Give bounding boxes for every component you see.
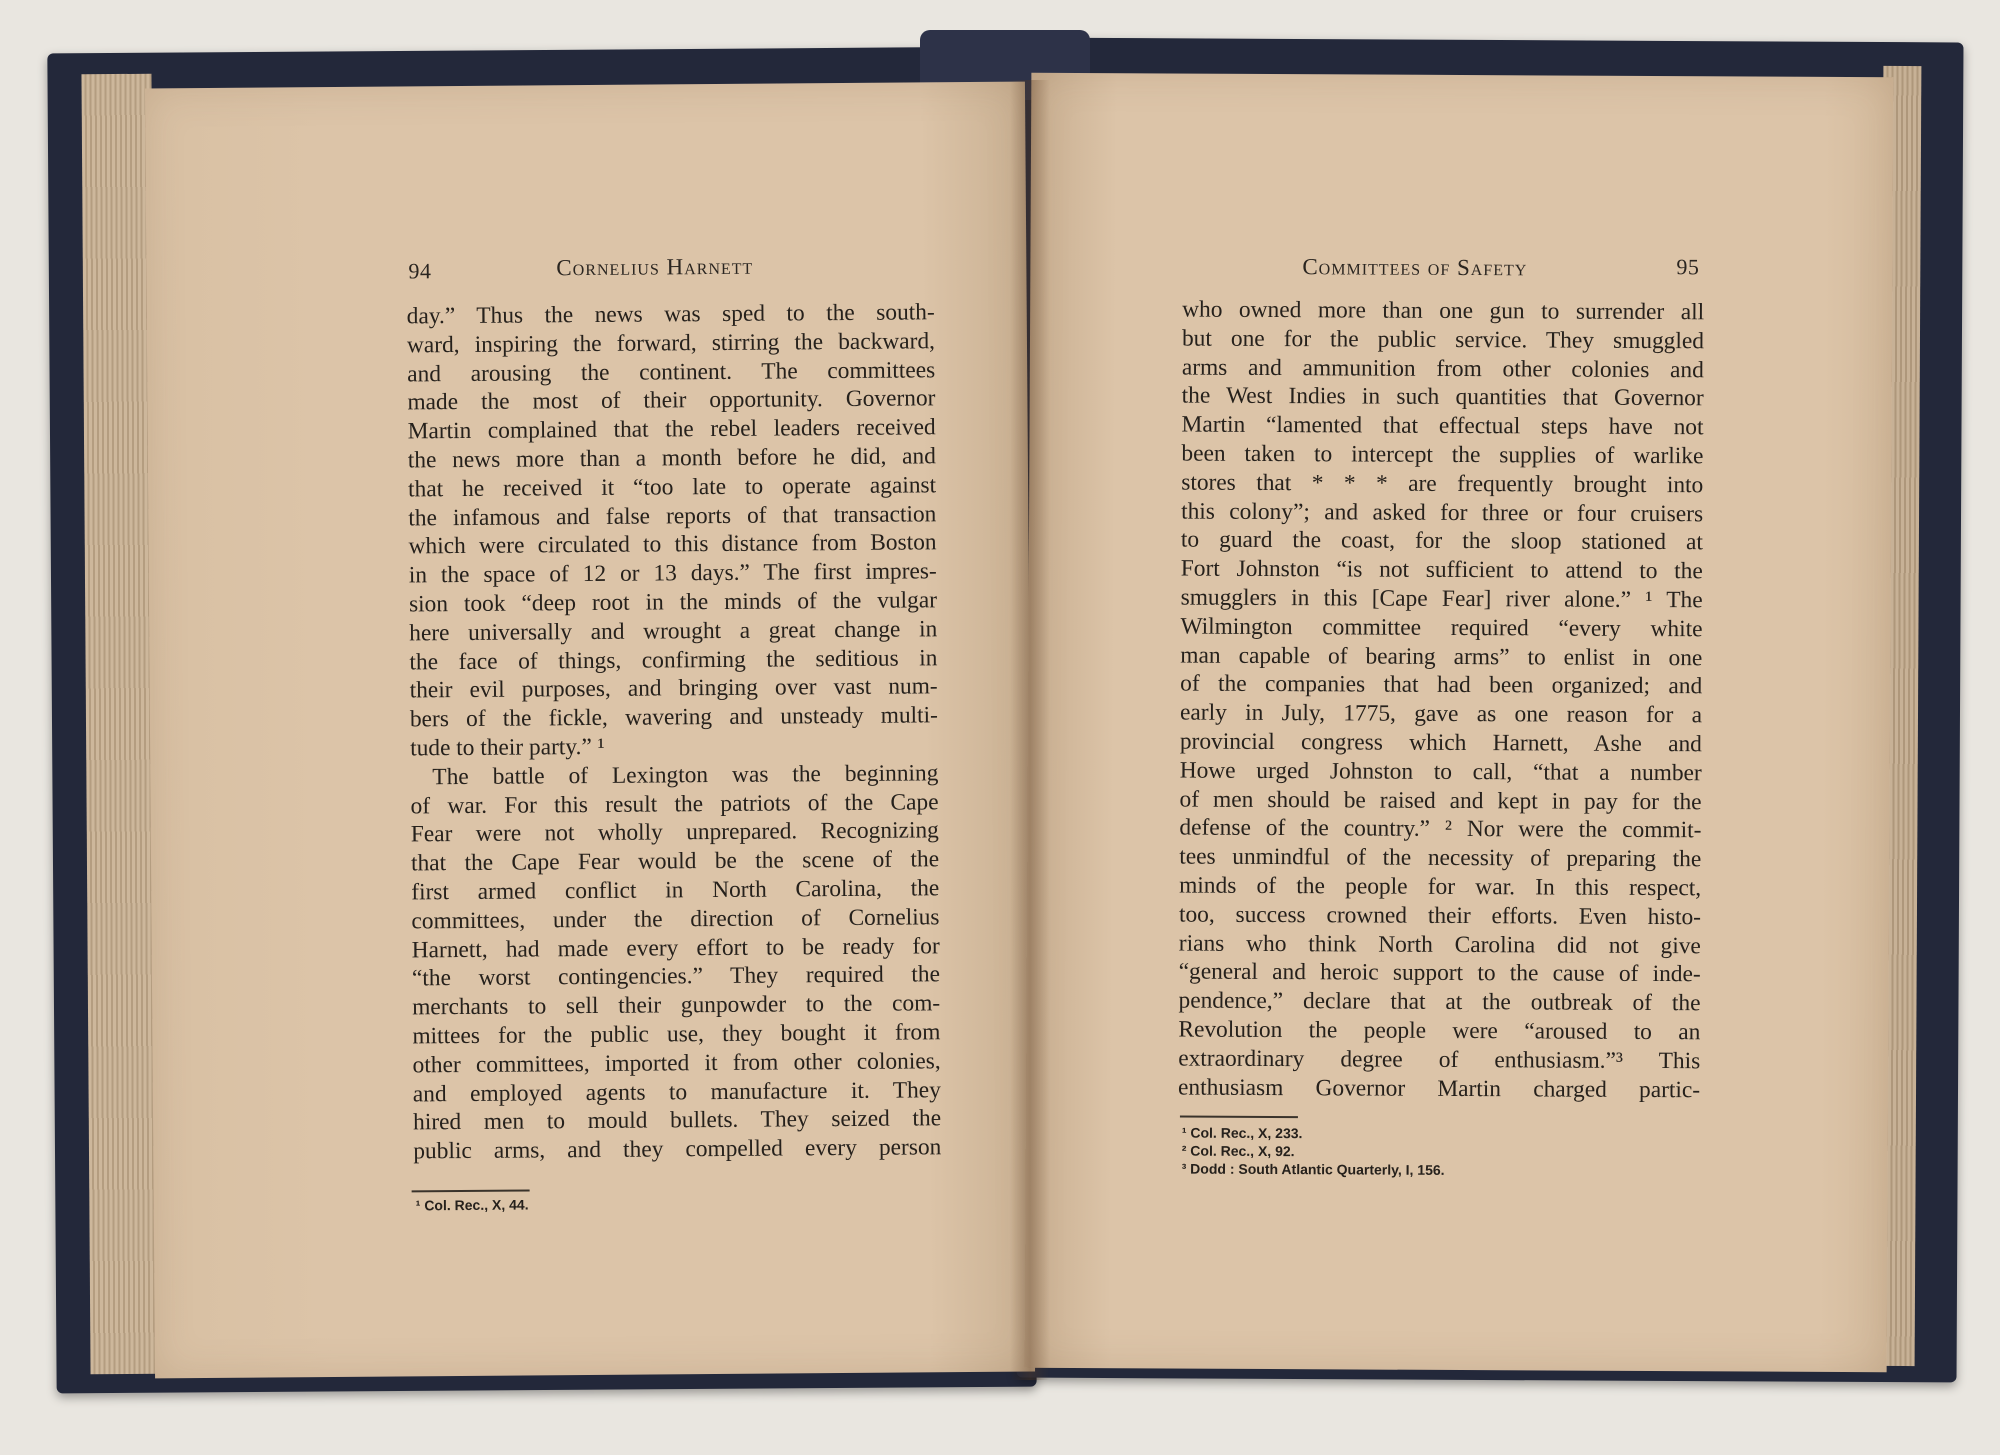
text-line: extraordinary degree of enthusiasm.”³ This xyxy=(1178,1045,1701,1074)
text-line: smugglers in this [Cape Fear] river alone.” ¹ The xyxy=(1180,584,1703,614)
text-line: first armed conflict in North Carolina, the xyxy=(411,875,940,906)
footnote-rule xyxy=(412,1189,530,1191)
text-line: stores that * * * are frequently brought into xyxy=(1181,469,1704,499)
text-line: Wilmington committee required “every white xyxy=(1180,613,1703,643)
text-line: which were circulated to this distance from Boston xyxy=(408,529,937,560)
text-line: Howe urged Johnston to call, “that a number xyxy=(1179,757,1702,787)
text-line: enthusiasm Governor Martin charged partic- xyxy=(1178,1074,1701,1103)
text-line: that the Cape Fear would be the scene of the xyxy=(410,846,940,877)
text-line: Harnett, had made every effort to be ready for xyxy=(411,932,940,963)
text-line: ward, inspiring the forward, stirring the backward, xyxy=(406,328,936,359)
text-line: The battle of Lexington was the beginning xyxy=(432,760,939,790)
text-line: Martin “lamented that effectual steps have not xyxy=(1181,411,1704,441)
text-line: pendence,” declare that at the outbreak of the xyxy=(1178,987,1701,1017)
book-gutter xyxy=(1010,80,1050,1380)
text-line: the face of things, confirming the seditious in xyxy=(409,644,938,675)
text-line: but one for the public service. They smuggled xyxy=(1181,325,1705,355)
text-line: in the space of 12 or 13 days.” The first impres- xyxy=(408,558,937,589)
text-line: provincial congress which Harnett, Ashe and xyxy=(1179,728,1702,758)
text-line: the infamous and false reports of that transaction xyxy=(408,500,937,531)
text-line: of the companies that had been organized; and xyxy=(1180,670,1703,700)
text-line: other committees, imported it from other colonies, xyxy=(412,1047,941,1079)
text-line: the news more than a month before he did, and xyxy=(407,443,936,474)
footnote: ² Col. Rec., X, 92. xyxy=(1181,1142,1295,1160)
text-line: arms and ammunition from other colonies and xyxy=(1181,354,1704,383)
text-line: committees, under the direction of Cornelius xyxy=(411,903,940,935)
text-line: of men should be raised and kept in pay for the xyxy=(1179,786,1702,815)
footnote-rule xyxy=(1180,1116,1298,1118)
text-line: public arms, and they compelled every person xyxy=(413,1134,942,1165)
text-line: that he received it “too late to operate against xyxy=(408,472,937,503)
text-line: here universally and wrought a great change in xyxy=(409,616,938,647)
running-head: Cornelius Harnett xyxy=(556,253,754,281)
text-line: hired men to mould bullets. They seized the xyxy=(412,1105,942,1136)
text-line: been taken to intercept the supplies of warlike xyxy=(1181,440,1704,470)
footnote: ³ Dodd : South Atlantic Quarterly, I, 156. xyxy=(1181,1160,1445,1178)
text-line: man capable of bearing arms” to enlist in one xyxy=(1180,642,1703,671)
text-line: sion took “deep root in the minds of the vulgar xyxy=(408,587,938,618)
text-line: their evil purposes, and bringing over vast num- xyxy=(409,673,938,704)
text-line: minds of the people for war. In this respect, xyxy=(1179,872,1702,902)
footnotes xyxy=(1182,1124,1445,1179)
text-line: Revolution the people were “aroused to an xyxy=(1178,1016,1701,1046)
text-line: Fear were not wholly unprepared. Recognizing xyxy=(410,817,939,848)
left-page xyxy=(145,82,1035,1379)
text-line: day.” Thus the news was sped to the south- xyxy=(406,299,935,330)
text-line: who owned more than one gun to surrender all xyxy=(1182,296,1705,326)
text-line: merchants to sell their gunpowder to the com- xyxy=(412,990,941,1021)
text-line: “general and heroic support to the cause of inde- xyxy=(1178,958,1701,988)
text-line: defense of the country.” ² Nor were the commit- xyxy=(1179,814,1702,844)
body-text xyxy=(407,298,942,1166)
text-line: and employed agents to manufacture it. They xyxy=(412,1076,941,1107)
text-line: early in July, 1775, gave as one reason for a xyxy=(1179,699,1703,729)
text-line: this colony”; and asked for three or four cruisers xyxy=(1181,498,1704,527)
text-line: to guard the coast, for the sloop stationed at xyxy=(1180,526,1704,556)
text-line: and arousing the continent. The committees xyxy=(407,356,936,388)
text-line: rians who think North Carolina did not give xyxy=(1178,930,1701,959)
text-line: too, success crowned their efforts. Even histo- xyxy=(1178,901,1702,931)
footnotes xyxy=(416,1195,529,1214)
text-line: the West Indies in such quantities that Governor xyxy=(1181,382,1704,412)
text-line: “the worst contingencies.” They required the xyxy=(411,961,941,992)
text-line: tude to their party.” ¹ xyxy=(410,733,605,762)
page-number: 95 xyxy=(1676,254,1700,280)
text-line: bers of the fickle, wavering and unsteady multi- xyxy=(409,702,938,733)
running-head: Committees of Safety xyxy=(1302,254,1528,281)
page-number: 94 xyxy=(408,258,432,284)
right-page xyxy=(1025,73,1894,1372)
footnote: ¹ Col. Rec., X, 44. xyxy=(415,1196,529,1214)
text-line: Martin complained that the rebel leaders received xyxy=(407,414,936,445)
footnote: ¹ Col. Rec., X, 233. xyxy=(1181,1124,1303,1142)
text-line: Fort Johnston “is not sufficient to attend to the xyxy=(1180,555,1703,585)
text-line: made the most of their opportunity. Governor xyxy=(407,385,936,416)
text-line: of war. For this result the patriots of the Cape xyxy=(410,788,939,819)
text-line: tees unmindful of the necessity of preparing the xyxy=(1179,843,1702,873)
text-line: mittees for the public use, they bought it from xyxy=(412,1019,941,1050)
body-text xyxy=(1178,296,1704,1105)
